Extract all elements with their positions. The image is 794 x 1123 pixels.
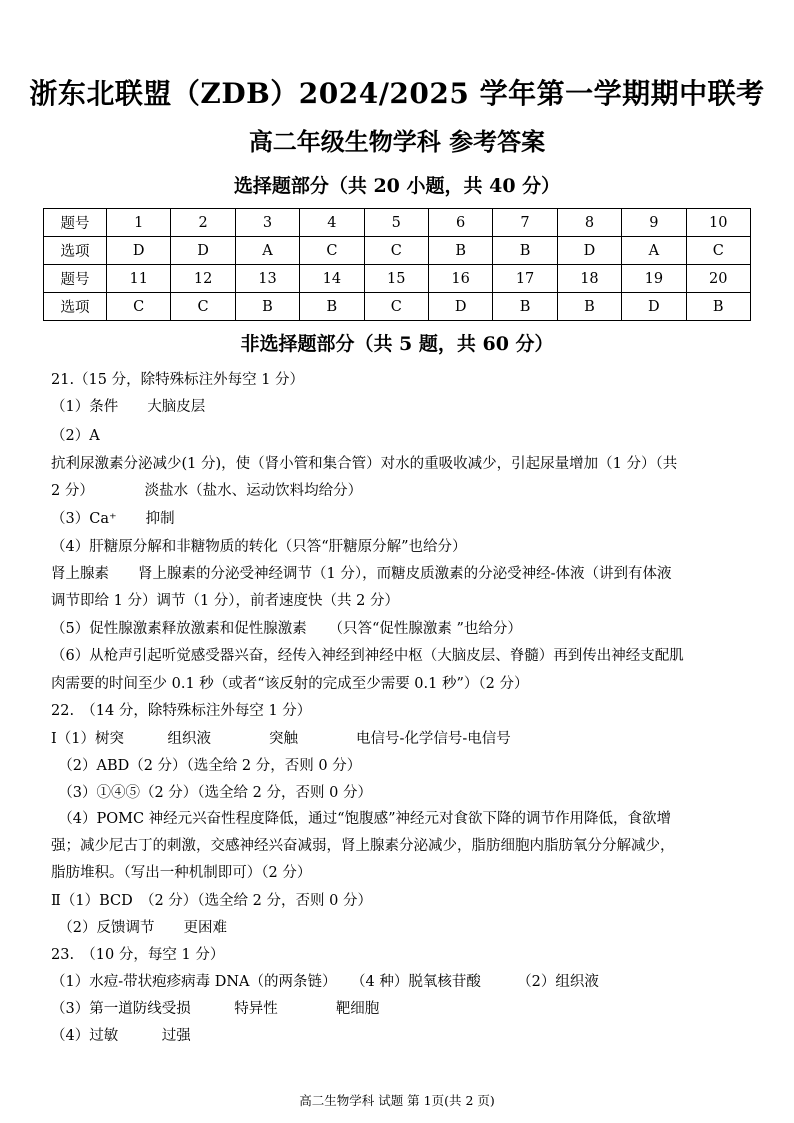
answer-line: （2）ABD（2 分）（选全给 2 分，否则 0 分） xyxy=(51,758,362,774)
answer-line: （4）过敏 过强 xyxy=(51,1028,191,1044)
answer-line: 肉需要的时间至少 0.1 秒（或者“该反射的完成至少需要 0.1 秒”）（2 分） xyxy=(51,676,529,692)
row-label: 选项 xyxy=(44,293,107,321)
table-row xyxy=(44,209,751,237)
answer-line: （3）①④⑤（2 分）（选全给 2 分，否则 0 分） xyxy=(51,785,372,801)
question-number: 20 xyxy=(686,265,750,293)
row-label: 题号 xyxy=(44,265,107,293)
question-number: 16 xyxy=(428,265,492,293)
answer-cell: D xyxy=(107,237,171,265)
answer-line: 强；减少尼古丁的刺激，交感神经兴奋减弱，肾上腺素分泌减少，脂肪细胞内脂肪氧分分解减少， xyxy=(51,838,675,854)
table-row xyxy=(44,265,751,293)
answer-line: （1）条件 大脑皮层 xyxy=(51,399,206,415)
question-number: 19 xyxy=(622,265,686,293)
answer-cell: D xyxy=(622,293,686,321)
question-number: 7 xyxy=(493,209,557,237)
answer-cell: C xyxy=(171,293,235,321)
page-subtitle: 高二年级生物学科 参考答案 xyxy=(248,127,546,156)
answer-line: Ⅰ（1）树突 组织液 突触 电信号-化学信号-电信号 xyxy=(51,731,511,747)
question-number: 1 xyxy=(107,209,171,237)
page-footer: 高二生物学科 试题 第 1页(共 2 页) xyxy=(299,1093,495,1108)
answer-line: （5）促性腺激素释放激素和促性腺激素 （只答“促性腺激素 ”也给分） xyxy=(51,621,522,637)
answer-line: （4）肝糖原分解和非糖物质的转化（只答“肝糖原分解”也给分） xyxy=(51,539,467,555)
answer-cell: D xyxy=(557,237,621,265)
answer-cell: D xyxy=(171,237,235,265)
answer-cell: B xyxy=(493,293,557,321)
question-number: 8 xyxy=(557,209,621,237)
answer-cell: B xyxy=(235,293,299,321)
answer-line: （2）反馈调节 更困难 xyxy=(51,920,227,936)
row-label: 题号 xyxy=(44,209,107,237)
question-number: 2 xyxy=(171,209,235,237)
q22-heading: 22. （14 分，除特殊标注外每空 1 分） xyxy=(51,703,312,719)
answer-cell: A xyxy=(622,237,686,265)
q23-heading: 23. （10 分，每空 1 分） xyxy=(51,947,225,963)
answer-cell: B xyxy=(300,293,364,321)
question-number: 12 xyxy=(171,265,235,293)
question-number: 17 xyxy=(493,265,557,293)
table-row xyxy=(44,237,751,265)
answer-line: （2）A xyxy=(51,428,100,444)
answer-line: （6）从枪声引起听觉感受器兴奋，经传入神经到神经中枢（大脑皮层、脊髓）再到传出神经支配肌 xyxy=(51,648,684,664)
answer-cell: B xyxy=(428,237,492,265)
answer-line: （3）第一道防线受损 特异性 靶细胞 xyxy=(51,1001,380,1017)
question-number: 3 xyxy=(235,209,299,237)
question-number: 14 xyxy=(300,265,364,293)
answer-cell: C xyxy=(686,237,750,265)
answer-line: （3）Ca⁺ 抑制 xyxy=(51,511,175,527)
question-number: 11 xyxy=(107,265,171,293)
answer-line: 抗利尿激素分泌减少(1 分)，使（肾小管和集合管）对水的重吸收减少，引起尿量增加（1 分）（共 xyxy=(51,456,678,472)
question-number: 9 xyxy=(622,209,686,237)
question-number: 13 xyxy=(235,265,299,293)
section-heading-choice: 选择题部分（共 20 小题，共 40 分） xyxy=(233,175,561,197)
answer-line: Ⅱ（1）BCD （2 分）（选全给 2 分，否则 0 分） xyxy=(51,893,372,909)
answer-cell: B xyxy=(686,293,750,321)
row-label: 选项 xyxy=(44,237,107,265)
answer-cell: D xyxy=(428,293,492,321)
answer-cell: C xyxy=(364,293,428,321)
answer-line: （1）水痘-带状疱疹病毒 DNA（的两条链） （4 种）脱氧核苷酸 （2）组织液 xyxy=(51,974,599,990)
question-number: 4 xyxy=(300,209,364,237)
answer-line: 肾上腺素 肾上腺素的分泌受神经调节（1 分），而糖皮质激素的分泌受神经-体液（讲到有体液 xyxy=(51,566,672,582)
table-row xyxy=(44,293,751,321)
answer-cell: C xyxy=(364,237,428,265)
q21-heading: 21.（15 分，除特殊标注外每空 1 分） xyxy=(51,372,305,388)
question-number: 15 xyxy=(364,265,428,293)
answer-line: 调节即给 1 分）调节（1 分），前者速度快（共 2 分） xyxy=(51,593,399,609)
question-number: 18 xyxy=(557,265,621,293)
answer-line: 2 分） 淡盐水（盐水、运动饮料均给分） xyxy=(51,483,363,499)
question-number: 10 xyxy=(686,209,750,237)
answer-cell: C xyxy=(107,293,171,321)
answer-cell: A xyxy=(235,237,299,265)
answer-line: 脂肪堆积。（写出一种机制即可）（2 分） xyxy=(51,865,312,881)
question-number: 6 xyxy=(428,209,492,237)
answer-line: （4）POMC 神经元兴奋性程度降低，通过“饱腹感”神经元对食欲下降的调节作用降低，食欲增 xyxy=(51,811,671,827)
answer-cell: B xyxy=(493,237,557,265)
answer-cell: B xyxy=(557,293,621,321)
section-heading-nonchoice: 非选择题部分（共 5 题，共 60 分） xyxy=(240,333,554,355)
answer-table xyxy=(43,208,751,321)
answer-cell: C xyxy=(300,237,364,265)
page-title: 浙东北联盟（ZDB）2024/2025 学年第一学期期中联考 xyxy=(29,77,765,110)
question-number: 5 xyxy=(364,209,428,237)
